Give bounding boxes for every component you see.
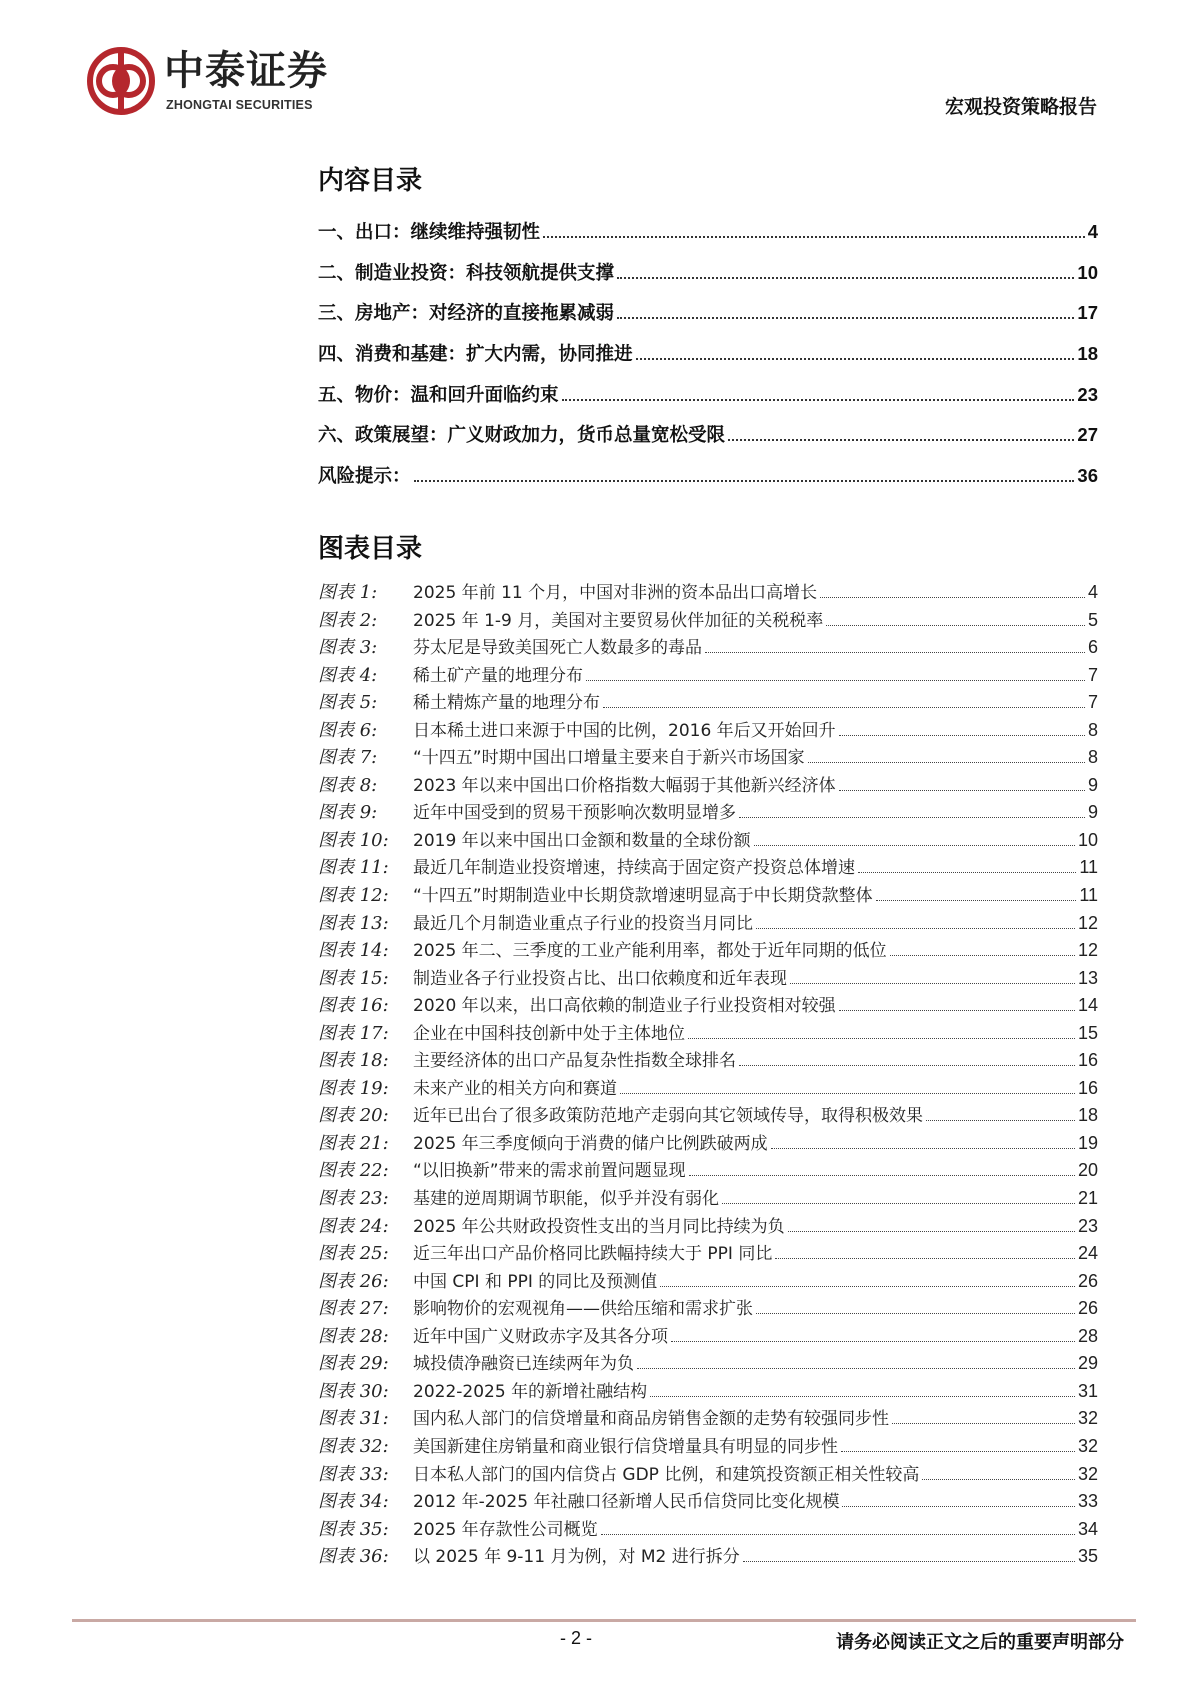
figure-entry-label: 图表 28: — [318, 1325, 389, 1347]
figure-entry-title: 日本稀土进口来源于中国的比例，2016 年后又开始回升 — [413, 720, 836, 741]
figure-entry-label: 图表 13: — [318, 912, 389, 934]
figure-entry-label: 图表 17: — [318, 1022, 389, 1044]
figure-entry-title: 城投债净融资已连续两年为负 — [413, 1354, 634, 1375]
figure-entry[interactable] — [318, 964, 1098, 992]
table-of-contents — [318, 218, 1098, 503]
dot-leader — [839, 1010, 1075, 1011]
figure-entry-title: 最近几个月制造业重点子行业的投资当月同比 — [413, 913, 753, 934]
figure-entry-page: 16 — [1077, 1077, 1098, 1098]
dot-leader — [890, 955, 1075, 956]
figure-entry[interactable] — [318, 1432, 1098, 1460]
dot-leader — [839, 790, 1085, 791]
figure-entry-label: 图表 5: — [318, 692, 378, 714]
figure-entry-page: 12 — [1077, 912, 1098, 933]
figure-entry-title: 日本私人部门的国内信贷占 GDP 比例，和建筑投资额正相关性较高 — [413, 1464, 920, 1485]
logo-chinese-name: 中泰证券 — [164, 48, 328, 94]
figure-entry-label: 图表 22: — [318, 1160, 389, 1182]
figure-entry-title: 近年中国广义财政赤字及其各分项 — [413, 1326, 668, 1347]
figure-entry-title: 企业在中国科技创新中处于主体地位 — [413, 1023, 685, 1044]
figure-entry[interactable] — [318, 798, 1098, 826]
figure-entry-label: 图表 4: — [318, 664, 378, 686]
figure-entry-page: 15 — [1077, 1022, 1098, 1043]
page-number: - 2 - — [560, 1628, 593, 1648]
figure-entry-page: 23 — [1077, 1215, 1098, 1236]
figure-entry-label: 图表 2: — [318, 609, 378, 631]
figure-entry[interactable] — [318, 633, 1098, 661]
figure-entry-page: 8 — [1087, 747, 1098, 768]
figure-entry-page: 7 — [1087, 664, 1098, 685]
toc-entry-page: 18 — [1077, 343, 1098, 365]
dot-leader — [620, 1093, 1075, 1094]
figure-entry-title: 2012 年-2025 年社融口径新增人民币信贷同比变化规模 — [413, 1492, 840, 1513]
figure-entry-title: “十四五”时期制造业中长期贷款增速明显高于中长期贷款整体 — [413, 886, 873, 907]
figure-entry-page: 24 — [1077, 1243, 1098, 1264]
dot-leader — [617, 317, 1074, 319]
figure-entry[interactable] — [318, 743, 1098, 771]
figure-entry-title: 未来产业的相关方向和赛道 — [413, 1078, 617, 1099]
figure-entry[interactable] — [318, 1239, 1098, 1267]
figure-entry-title: 2023 年以来中国出口价格指数大幅弱于其他新兴经济体 — [413, 775, 836, 796]
figure-entry-title: 基建的逆周期调节职能，似乎并没有弱化 — [413, 1189, 719, 1210]
figure-entry-label: 图表 32: — [318, 1435, 389, 1457]
toc-entry-title: 三、房地产：对经济的直接拖累减弱 — [318, 303, 615, 325]
figure-entry-title: 主要经济体的出口产品复杂性指数全球排名 — [413, 1051, 736, 1072]
figure-entry-page: 34 — [1077, 1518, 1098, 1539]
dot-leader — [771, 1148, 1075, 1149]
figure-entry-title: 近三年出口产品价格同比跌幅持续大于 PPI 同比 — [413, 1244, 773, 1265]
figure-entry-title: 美国新建住房销量和商业银行信贷增量具有明显的同步性 — [413, 1436, 838, 1457]
dot-leader — [650, 1396, 1075, 1397]
figure-entry-page: 11 — [1079, 857, 1098, 878]
figure-entry-page: 20 — [1077, 1160, 1098, 1181]
figure-entry-label: 图表 34: — [318, 1491, 389, 1513]
figure-entry-title: 2022-2025 年的新增社融结构 — [413, 1381, 648, 1402]
figure-entry-label: 图表 30: — [318, 1380, 389, 1402]
figure-entry-title: 2025 年二、三季度的工业产能利用率，都处于近年同期的低位 — [413, 941, 887, 962]
dot-leader — [617, 277, 1074, 279]
figure-entry[interactable] — [318, 1129, 1098, 1157]
figure-entry-label: 图表 8: — [318, 774, 378, 796]
figure-entry-page: 10 — [1077, 829, 1098, 850]
figure-list — [318, 578, 1098, 1570]
figure-entry[interactable] — [318, 1294, 1098, 1322]
toc-entry[interactable] — [318, 299, 1098, 340]
toc-entry-page: 10 — [1077, 261, 1098, 283]
figure-entry-label: 图表 31: — [318, 1408, 389, 1430]
figure-entry-page: 26 — [1077, 1270, 1098, 1291]
figure-entry-title: 2025 年存款性公司概览 — [413, 1519, 598, 1540]
figure-entry-label: 图表 6: — [318, 719, 378, 741]
toc-entry[interactable] — [318, 421, 1098, 462]
figure-entry-label: 图表 18: — [318, 1050, 389, 1072]
dot-leader — [926, 1120, 1075, 1121]
figure-entry-label: 图表 14: — [318, 940, 389, 962]
dot-leader — [775, 1258, 1075, 1259]
figure-entry-title: 芬太尼是导致美国死亡人数最多的毒品 — [413, 638, 702, 659]
figure-entry[interactable] — [318, 909, 1098, 937]
dot-leader — [414, 480, 1075, 482]
toc-entry[interactable] — [318, 259, 1098, 300]
dot-leader — [858, 872, 1076, 873]
figure-entry[interactable] — [318, 1404, 1098, 1432]
dot-leader — [790, 983, 1075, 984]
figure-entry-page: 21 — [1077, 1188, 1098, 1209]
figure-entry-label: 图表 1: — [318, 582, 378, 603]
dot-leader — [562, 399, 1075, 401]
figure-entry-page: 12 — [1077, 940, 1098, 961]
figure-entry-title: 影响物价的宏观视角——供给压缩和需求扩张 — [413, 1299, 753, 1320]
dot-leader — [636, 358, 1075, 360]
figure-entry[interactable] — [318, 578, 1098, 606]
figure-entry[interactable] — [318, 716, 1098, 744]
figure-entry[interactable] — [318, 1515, 1098, 1543]
figure-entry[interactable] — [318, 936, 1098, 964]
toc-entry-title: 四、消费和基建：扩大内需，协同推进 — [318, 344, 633, 366]
figure-entry[interactable] — [318, 1460, 1098, 1488]
figure-entry-title: 2025 年 1-9 月，美国对主要贸易伙伴加征的关税税率 — [413, 610, 824, 631]
figure-entry[interactable] — [318, 1074, 1098, 1102]
figure-entry-title: 2025 年前 11 个月，中国对非洲的资本品出口高增长 — [413, 583, 818, 603]
company-logo — [86, 46, 356, 118]
figure-entry-page: 13 — [1077, 967, 1098, 988]
figure-entry-label: 图表 3: — [318, 637, 378, 659]
dot-leader — [922, 1479, 1075, 1480]
report-type-label: 宏观投资策略报告 — [944, 96, 1097, 118]
dot-leader — [728, 439, 1074, 441]
figure-entry-page: 7 — [1087, 692, 1098, 713]
footer-divider — [72, 1619, 1136, 1622]
dot-leader — [754, 845, 1075, 846]
figure-entry[interactable] — [318, 1101, 1098, 1129]
figure-entry-page: 11 — [1079, 885, 1098, 906]
figure-entry-label: 图表 12: — [318, 885, 389, 907]
figure-entry-title: 以 2025 年 9-11 月为例，对 M2 进行拆分 — [413, 1547, 740, 1568]
figure-entry-page: 4 — [1087, 582, 1098, 602]
dot-leader — [705, 652, 1085, 653]
figure-entry-label: 图表 9: — [318, 802, 378, 824]
figure-entry[interactable] — [318, 1212, 1098, 1240]
figure-entry-page: 32 — [1077, 1435, 1098, 1456]
toc-entry-title: 一、出口：继续维持强韧性 — [318, 222, 541, 243]
toc-entry-page: 27 — [1077, 424, 1098, 446]
figure-entry-label: 图表 19: — [318, 1077, 389, 1099]
logo-english-name: ZHONGTAI SECURITIES — [166, 98, 313, 112]
figure-entry-page: 26 — [1077, 1298, 1098, 1319]
figure-entry[interactable] — [318, 991, 1098, 1019]
figure-entry[interactable] — [318, 1019, 1098, 1047]
toc-entry-page: 17 — [1077, 302, 1098, 324]
figure-entry-label: 图表 20: — [318, 1105, 389, 1127]
dot-leader — [756, 928, 1075, 929]
dot-leader — [788, 1231, 1075, 1232]
dot-leader — [841, 1451, 1075, 1452]
figure-entry[interactable] — [318, 881, 1098, 909]
figure-entry-label: 图表 29: — [318, 1353, 389, 1375]
figure-entry-label: 图表 26: — [318, 1270, 389, 1292]
figure-entry-label: 图表 35: — [318, 1518, 389, 1540]
disclaimer-note: 请务必阅读正文之后的重要声明部分 — [836, 1632, 1124, 1653]
zhongtai-logo-icon — [86, 46, 156, 116]
dot-leader — [876, 900, 1077, 901]
figure-entry-title: 稀土精炼产量的地理分布 — [413, 693, 600, 714]
dot-leader — [743, 1561, 1075, 1562]
toc-entry-page: 23 — [1077, 383, 1098, 405]
figure-entry-label: 图表 11: — [318, 857, 389, 879]
dot-leader — [688, 1038, 1075, 1039]
figure-entry[interactable] — [318, 771, 1098, 799]
figure-entry-page: 18 — [1077, 1105, 1098, 1126]
dot-leader — [826, 625, 1085, 626]
figure-entry-label: 图表 7: — [318, 747, 378, 769]
dot-leader — [820, 597, 1085, 598]
figure-entry-page: 14 — [1077, 995, 1098, 1016]
dot-leader — [739, 1065, 1075, 1066]
toc-entry[interactable] — [318, 340, 1098, 381]
figure-entry-page: 29 — [1077, 1353, 1098, 1374]
figure-entry-page: 5 — [1087, 609, 1098, 630]
figure-entry-label: 图表 25: — [318, 1243, 389, 1265]
toc-title: 内容目录 — [318, 166, 423, 196]
figure-entry[interactable] — [318, 826, 1098, 854]
dot-leader — [660, 1286, 1075, 1287]
figure-entry-title: 最近几年制造业投资增速，持续高于固定资产投资总体增速 — [413, 858, 855, 879]
toc-entry[interactable] — [318, 381, 1098, 422]
figure-entry-title: 近年已出台了很多政策防范地产走弱向其它领域传导，取得积极效果 — [413, 1106, 923, 1127]
toc-entry-title: 风险提示： — [318, 466, 411, 488]
toc-entry-page: 4 — [1087, 221, 1098, 242]
dot-leader — [671, 1341, 1075, 1342]
figure-entry[interactable] — [318, 1322, 1098, 1350]
figure-entry-page: 32 — [1077, 1408, 1098, 1429]
figure-entry-title: 稀土矿产量的地理分布 — [413, 665, 583, 686]
figure-entry[interactable] — [318, 1487, 1098, 1515]
toc-entry[interactable] — [318, 462, 1098, 503]
figure-entry-label: 图表 16: — [318, 995, 389, 1017]
dot-leader — [603, 707, 1085, 708]
figure-entry-page: 33 — [1077, 1491, 1098, 1512]
figure-entry-title: “以旧换新”带来的需求前置问题显现 — [413, 1161, 686, 1182]
figure-entry-title: 制造业各子行业投资占比、出口依赖度和近年表现 — [413, 968, 787, 989]
dot-leader — [637, 1368, 1075, 1369]
figure-entry-label: 图表 36: — [318, 1546, 389, 1568]
figure-entry-title: 国内私人部门的信贷增量和商品房销售金额的走势有较强同步性 — [413, 1409, 889, 1430]
dot-leader — [756, 1313, 1075, 1314]
dot-leader — [601, 1534, 1075, 1535]
figure-entry-title: “十四五”时期中国出口增量主要来自于新兴市场国家 — [413, 748, 805, 769]
figure-entry[interactable] — [318, 1267, 1098, 1295]
figure-entry-label: 图表 33: — [318, 1463, 389, 1485]
figure-entry[interactable] — [318, 1377, 1098, 1405]
figure-entry-page: 6 — [1087, 637, 1098, 658]
figure-entry-label: 图表 27: — [318, 1298, 389, 1320]
dot-leader — [842, 1506, 1075, 1507]
figure-list-title: 图表目录 — [318, 534, 423, 564]
figure-entry-label: 图表 24: — [318, 1215, 389, 1237]
figure-entry[interactable] — [318, 1184, 1098, 1212]
figure-entry-page: 28 — [1077, 1325, 1098, 1346]
figure-entry[interactable] — [318, 661, 1098, 689]
figure-entry-label: 图表 21: — [318, 1132, 389, 1154]
figure-entry-title: 近年中国受到的贸易干预影响次数明显增多 — [413, 803, 736, 824]
figure-entry[interactable] — [318, 1542, 1098, 1570]
dot-leader — [892, 1423, 1075, 1424]
figure-entry-page: 19 — [1077, 1132, 1098, 1153]
figure-entry-title: 2025 年三季度倾向于消费的储户比例跌破两成 — [413, 1133, 768, 1154]
figure-entry[interactable] — [318, 1046, 1098, 1074]
figure-entry[interactable] — [318, 606, 1098, 634]
figure-entry[interactable] — [318, 1156, 1098, 1184]
figure-entry-page: 32 — [1077, 1463, 1098, 1484]
figure-entry-page: 31 — [1077, 1380, 1098, 1401]
toc-entry-title: 六、政策展望：广义财政加力，货币总量宽松受限 — [318, 425, 726, 447]
toc-entry-title: 五、物价：温和回升面临约束 — [318, 384, 559, 406]
toc-entry[interactable] — [318, 218, 1098, 259]
figure-entry-page: 8 — [1087, 719, 1098, 740]
figure-entry[interactable] — [318, 1349, 1098, 1377]
figure-entry[interactable] — [318, 853, 1098, 881]
figure-entry-title: 2019 年以来中国出口金额和数量的全球份额 — [413, 830, 751, 851]
dot-leader — [839, 735, 1085, 736]
dot-leader — [739, 817, 1085, 818]
toc-entry-page: 36 — [1077, 465, 1098, 487]
dot-leader — [586, 680, 1085, 681]
figure-entry-label: 图表 10: — [318, 829, 389, 851]
figure-entry-label: 图表 15: — [318, 967, 389, 989]
figure-entry-page: 16 — [1077, 1050, 1098, 1071]
figure-entry-title: 2025 年公共财政投资性支出的当月同比持续为负 — [413, 1216, 785, 1237]
figure-entry-page: 9 — [1087, 774, 1098, 795]
toc-entry-title: 二、制造业投资：科技领航提供支撑 — [318, 262, 615, 284]
figure-entry-title: 中国 CPI 和 PPI 的同比及预测值 — [413, 1271, 658, 1292]
figure-entry-title: 2020 年以来，出口高依赖的制造业子行业投资相对较强 — [413, 996, 836, 1017]
dot-leader — [543, 236, 1085, 238]
dot-leader — [722, 1203, 1075, 1204]
dot-leader — [808, 762, 1085, 763]
dot-leader — [689, 1175, 1075, 1176]
figure-entry-label: 图表 23: — [318, 1188, 389, 1210]
figure-entry-page: 9 — [1087, 802, 1098, 823]
figure-entry[interactable] — [318, 688, 1098, 716]
figure-entry-page: 35 — [1077, 1546, 1098, 1567]
